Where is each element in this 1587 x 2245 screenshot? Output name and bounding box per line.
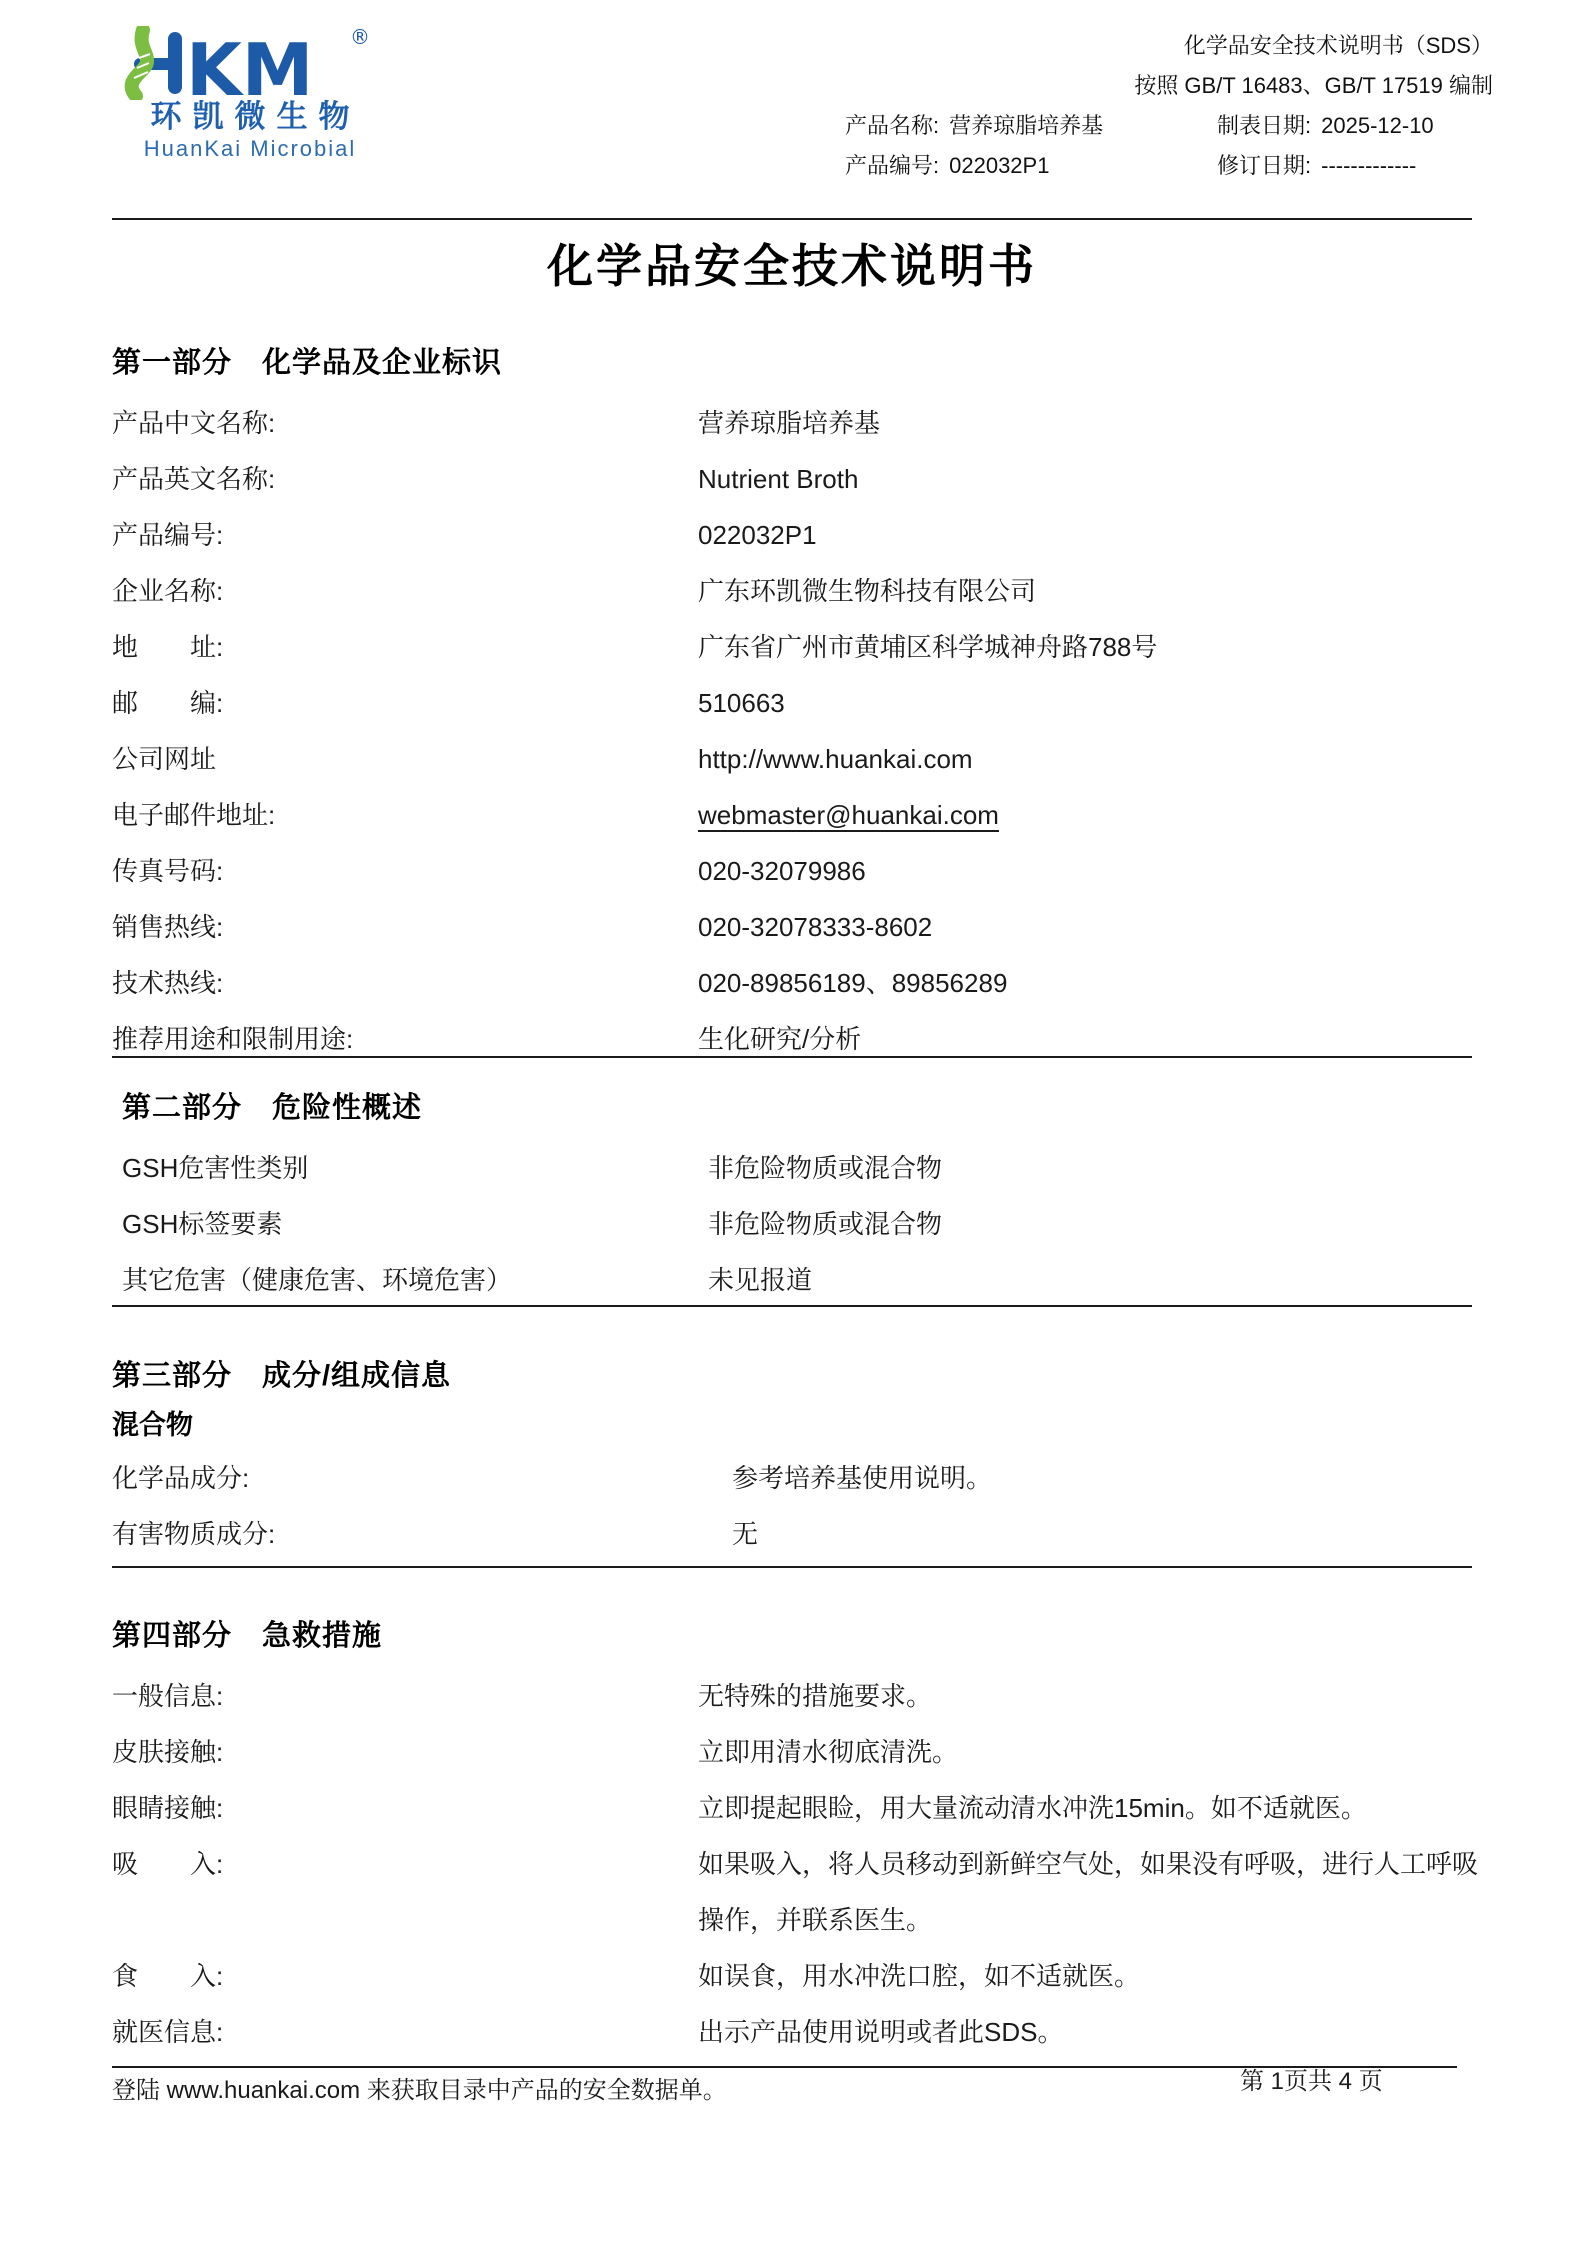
field-value: 510663 (698, 688, 785, 718)
field-label: 有害物质成分: (112, 1519, 276, 1549)
section-identification (112, 345, 1480, 1067)
field-row (112, 563, 1480, 619)
made-date-label: 制表日期: (1217, 113, 1312, 138)
field-value: 未见报道 (708, 1265, 813, 1295)
field-row (112, 1780, 1480, 1836)
field-row (112, 1836, 1480, 1948)
revise-date-label: 修订日期: (1217, 153, 1312, 178)
field-value: 立即用清水彻底清洗。 (698, 1737, 959, 1767)
field-label: 邮 编: (112, 688, 224, 718)
hkm-logo-mark (120, 26, 380, 100)
product-code-label: 产品编号: (845, 153, 940, 178)
section-divider (112, 1305, 1472, 1307)
field-row (112, 843, 1480, 899)
revise-date-value: ------------- (1321, 153, 1417, 178)
field-value: 营养琼脂培养基 (698, 408, 881, 438)
made-date-value: 2025-12-10 (1321, 113, 1434, 138)
field-value: 如果吸入，将人员移动到新鲜空气处，如果没有呼吸，进行人工呼吸操作，并联系医生。 (698, 1849, 1479, 1935)
field-value: 如误食，用水冲洗口腔，如不适就医。 (698, 1961, 1141, 1991)
field-value: 无特殊的措施要求。 (698, 1681, 933, 1711)
field-row (122, 1252, 1490, 1308)
field-row (112, 1668, 1480, 1724)
field-value: 020-32079986 (698, 856, 866, 886)
section-2-heading: 第二部分 危险性概述 (122, 1092, 423, 1124)
field-label: 一般信息: (112, 1681, 224, 1711)
section-first-aid (112, 1618, 1480, 2060)
field-value: 020-32078333-8602 (698, 912, 933, 942)
footer-note: 登陆 www.huankai.com 来获取目录中产品的安全数据单。 (112, 2077, 727, 2104)
doc-header-product-code (845, 146, 1217, 186)
field-value: 非危险物质或混合物 (708, 1153, 943, 1183)
field-value: 生化研究/分析 (698, 1024, 862, 1054)
field-label: 地 址: (112, 632, 224, 662)
field-label: 化学品成分: (112, 1463, 250, 1493)
logo-english-name: HuanKai Microbial (143, 136, 357, 161)
field-label: 传真号码: (112, 856, 224, 886)
company-logo (92, 26, 408, 162)
field-label: 电子邮件地址: (112, 800, 276, 830)
field-label: 销售热线: (112, 912, 224, 942)
section-divider (112, 1566, 1472, 1568)
field-label: 食 入: (112, 1961, 224, 1991)
field-row (112, 675, 1480, 731)
page-title: 化学品安全技术说明书 (547, 240, 1037, 292)
field-row (112, 1724, 1480, 1780)
header-divider (112, 218, 1472, 220)
section-1-heading: 第一部分 化学品及企业标识 (112, 347, 503, 379)
field-row (112, 1450, 1480, 1506)
field-label: 其它危害（健康危害、环境危害） (122, 1265, 513, 1295)
section-3-heading: 第三部分 成分/组成信息 (112, 1360, 452, 1392)
field-label: 产品编号: (112, 520, 224, 550)
page-number: 第 1页共 4 页 (1240, 2068, 1383, 2095)
dna-ribbon (132, 30, 147, 96)
field-label: 产品中文名称: (112, 408, 276, 438)
field-label: 就医信息: (112, 2017, 224, 2047)
field-row (112, 451, 1480, 507)
product-name-label: 产品名称: (845, 113, 940, 138)
field-value: 立即提起眼睑，用大量流动清水冲洗15min。如不适就医。 (698, 1793, 1367, 1823)
registered-mark: ® (350, 26, 370, 49)
field-row (112, 507, 1480, 563)
section-hazards (112, 1090, 1490, 1308)
field-row (112, 955, 1480, 1011)
doc-header-revise-date (1217, 146, 1416, 186)
field-label: 眼睛接触: (112, 1793, 224, 1823)
doc-header-made-date (1217, 106, 1434, 146)
doc-header-product-name (845, 106, 1217, 146)
field-value: 广东环凯微生物科技有限公司 (698, 576, 1037, 606)
field-value: 无 (732, 1519, 759, 1549)
field-row (112, 619, 1480, 675)
product-name-value: 营养琼脂培养基 (949, 113, 1104, 138)
field-value: 广东省广州市黄埔区科学城神舟路788号 (698, 632, 1158, 662)
field-value: Nutrient Broth (698, 464, 859, 494)
field-value: 022032P1 (698, 520, 817, 550)
field-value: 非危险物质或混合物 (708, 1209, 943, 1239)
section-3-subheading: 混合物 (112, 1410, 193, 1440)
field-value: 参考培养基使用说明。 (732, 1463, 993, 1493)
field-label: 产品英文名称: (112, 464, 276, 494)
field-label: GSH标签要素 (122, 1209, 283, 1239)
field-row (112, 899, 1480, 955)
doc-header-standard: 按照 GB/T 16483、GB/T 17519 编制 (1134, 73, 1493, 98)
field-row (112, 395, 1480, 451)
document-header (845, 26, 1493, 186)
field-label: 技术热线: (112, 968, 224, 998)
field-row (122, 1196, 1490, 1252)
email-link[interactable]: webmaster@huankai.com (698, 800, 999, 830)
section-composition (112, 1358, 1480, 1562)
field-label: 公司网址 (112, 744, 217, 774)
field-label: 皮肤接触: (112, 1737, 224, 1767)
field-value: 出示产品使用说明或者此SDS。 (698, 2017, 1064, 2047)
field-label: 企业名称: (112, 576, 224, 606)
field-label: GSH危害性类别 (122, 1153, 309, 1183)
section-4-heading: 第四部分 急救措施 (112, 1620, 383, 1652)
field-label: 推荐用途和限制用途: (112, 1024, 354, 1054)
logo-chinese-name: 环凯微生物 (150, 99, 361, 134)
field-row (112, 787, 1480, 843)
section-divider (112, 1056, 1472, 1058)
logo-acronym: KM (186, 28, 314, 100)
website-value: http://www.huankai.com (698, 744, 973, 774)
field-value: 020-89856189、89856289 (698, 968, 1008, 998)
field-label: 吸 入: (112, 1849, 224, 1879)
field-row (112, 1011, 1480, 1067)
field-row (112, 1506, 1480, 1562)
field-row (112, 731, 1480, 787)
product-code-value: 022032P1 (949, 153, 1050, 178)
field-row (112, 1948, 1480, 2004)
doc-header-title: 化学品安全技术说明书（SDS） (1183, 33, 1493, 58)
field-row (122, 1140, 1490, 1196)
field-row (112, 2004, 1480, 2060)
